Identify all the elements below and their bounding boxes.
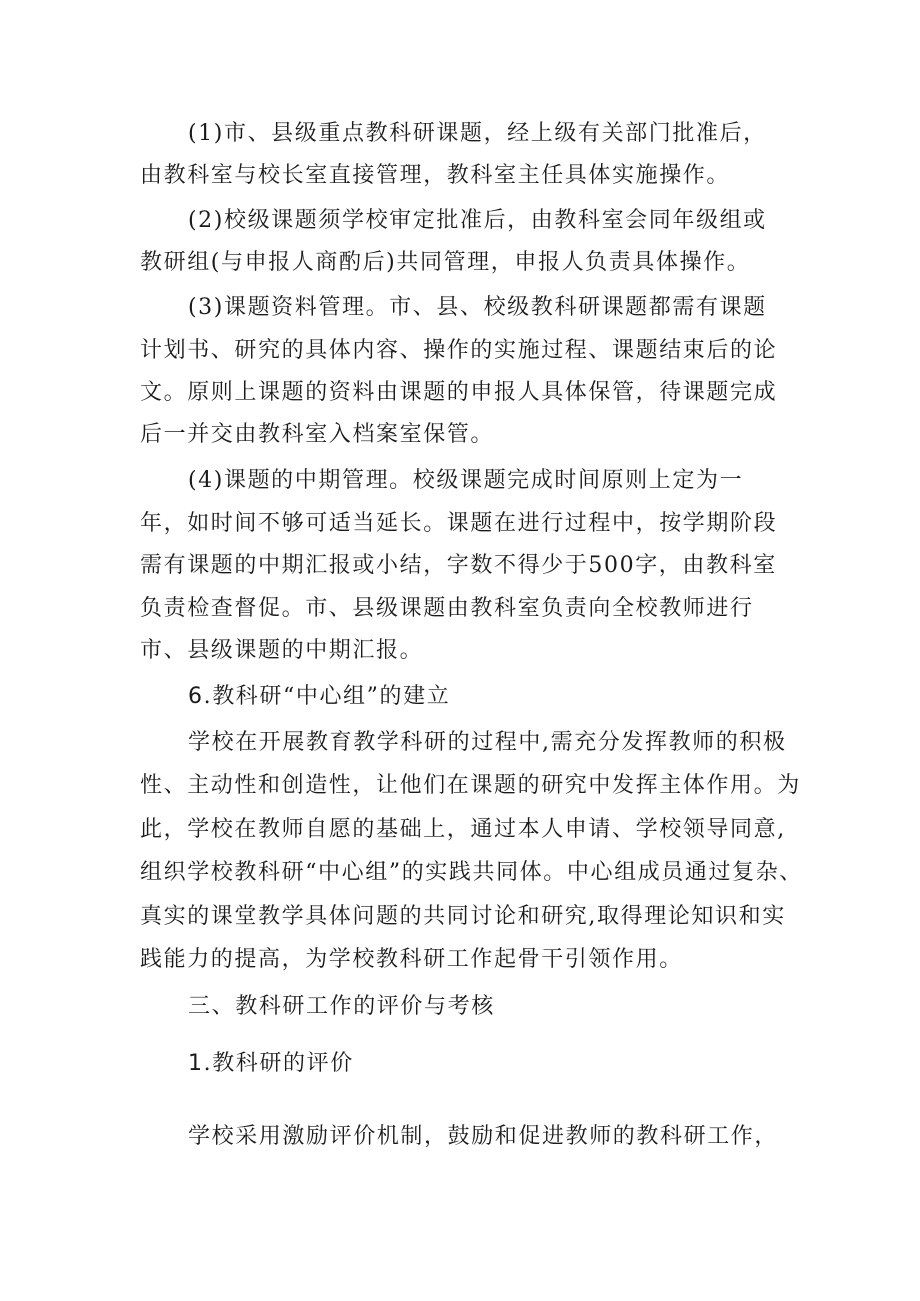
p1-line-1: (1)市、县级重点教科研课题，经上级有关部门批准后， bbox=[188, 121, 767, 146]
p4-line-2: 年，如时间不够可适当延长。课题在进行过程中，按学期阶段 bbox=[140, 511, 778, 536]
heading-1-text: .教科研的评价 bbox=[203, 1051, 354, 1076]
p3-line-2: 计划书、研究的具体内容、操作的实施过程、课题结束后的论 bbox=[140, 338, 778, 363]
p5-line-6: 践能力的提高，为学校教科研工作起骨干引领作用。 bbox=[140, 947, 683, 972]
p4-line-4: 负责检查督促。市、县级课题由教科室负责向全校教师进行 bbox=[140, 596, 754, 621]
p1-line-2: 由教科室与校长室直接管理，教科室主任具体实施操作。 bbox=[140, 163, 731, 188]
heading-6-text: .教科研“中心组”的建立 bbox=[203, 684, 451, 709]
p5-line-4: 组织学校教科研“中心组”的实践共同体。中心组成员通过复杂、 bbox=[140, 860, 803, 885]
p4-line-5: 市、县级课题的中期汇报。 bbox=[140, 638, 424, 663]
heading-1-number: 1 bbox=[188, 1051, 204, 1076]
heading-6-number: 6 bbox=[188, 684, 204, 709]
p4-line-1: (4)课题的中期管理。校级课题完成时间原则上定为一 bbox=[188, 468, 744, 493]
p2-line-2: 教研组(与申报人商酌后)共同管理，申报人负责具体操作。 bbox=[140, 250, 751, 275]
heading-1 bbox=[188, 1048, 354, 1080]
heading-6 bbox=[188, 681, 450, 713]
p2-line-1: (2)校级课题须学校审定批准后，由教科室会同年级组或 bbox=[188, 208, 767, 233]
section-3-heading: 三、教科研工作的评价与考核 bbox=[188, 994, 495, 1019]
p5-line-1: 学校在开展教育教学科研的过程中,需充分发挥教师的积极 bbox=[188, 730, 787, 755]
p5-line-3: 此，学校在教师自愿的基础上，通过本人申请、学校领导同意, bbox=[140, 817, 786, 842]
p4-line-3: 需有课题的中期汇报或小结，字数不得少于500字，由教科室 bbox=[140, 553, 777, 578]
p5-line-2: 性、主动性和创造性，让他们在课题的研究中发挥主体作用。为 bbox=[140, 773, 801, 798]
p5-line-5: 真实的课堂教学具体问题的共同讨论和研究,取得理论知识和实 bbox=[140, 904, 786, 929]
p3-line-3: 文。原则上课题的资料由课题的申报人具体保管，待课题完成 bbox=[140, 380, 778, 405]
p3-line-4: 后一并交由教科室入档案室保管。 bbox=[140, 422, 495, 447]
p3-line-1: (3)课题资料管理。市、县、校级教科研课题都需有课题 bbox=[188, 295, 767, 320]
p6-line-1: 学校采用激励评价机制，鼓励和促进教师的教科研工作， bbox=[188, 1124, 779, 1149]
